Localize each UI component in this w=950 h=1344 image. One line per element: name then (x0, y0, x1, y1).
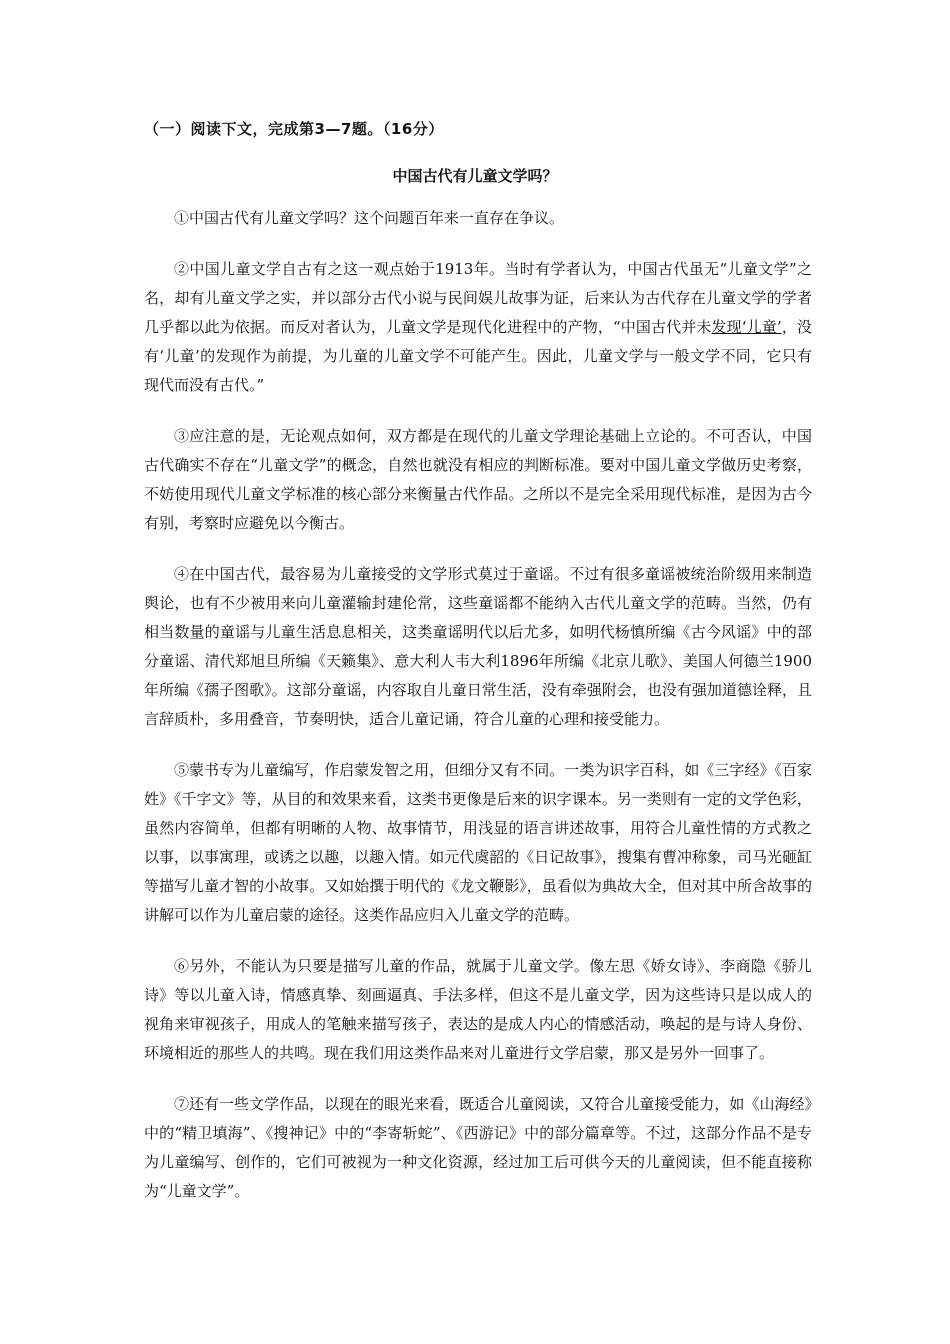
article-title: 中国古代有儿童文学吗？ (392, 167, 558, 185)
paragraph-2-tail: ，没有‘儿童’的发现作为前提，为儿童的儿童文学不可能产生。因此，儿童文学与一般文学不同，它只有现代而没有古代。” (144, 318, 812, 394)
underlined-phrase: 发现‘儿童’ (711, 318, 782, 336)
paragraph-1: ①中国古代有儿童文学吗？这个问题百年来一直存在争议。 (174, 209, 565, 227)
paragraph-2-text: ②中国儿童文学自古有之这一观点始于1913年。当时有学者认为，中国古代虽无“儿童文学”之名，却有儿童文学之实，并以部分古代小说与民间娱儿故事为证，后来认为古代存在儿童文学的学者几乎都以此为依据。而反对者认为，儿童文学是现代化进程中的产物，“中国古代并未 (144, 260, 812, 336)
paragraph-7: ⑦还有一些文学作品，以现在的眼光来看，既适合儿童阅读，又符合儿童接受能力，如《山海经》中的“精卫填海”、《搜神记》中的“李寄斩蛇”、《西游记》中的部分篇章等。不过，这部分作品不是专为儿童编写、创作的，它们可被视为一种文化资源，经过加工后可供今天的儿童阅读，但不能直接称为“儿童文学”。 (144, 1095, 812, 1200)
article-body (144, 204, 812, 1228)
section-heading: （一）阅读下文，完成第3—7题。（16分） (144, 120, 444, 138)
paragraph-6: ⑥另外，不能认为只要是描写儿童的作品，就属于儿童文学。像左思《娇女诗》、李商隐《骄儿诗》等以儿童入诗，情感真挚、刻画逼真、手法多样，但这不是儿童文学，因为这些诗只是以成人的视角来审视孩子，用成人的笔触来描写孩子，表达的是成人内心的情感活动，唤起的是与诗人身份、环境相近的那些人的共鸣。现在我们用这类作品来对儿童进行文学启蒙，那又是另外一回事了。 (144, 957, 812, 1062)
paragraph-5: ⑤蒙书专为儿童编写，作启蒙发智之用，但细分又有不同。一类为识字百科，如《三字经》《百家姓》《千字文》等，从目的和效果来看，这类书更像是后来的识字课本。另一类则有一定的文学色彩，虽然内容简单，但都有明晰的人物、故事情节，用浅显的语言讲述故事，用符合儿童性情的方式教之以事，以事寓理，或诱之以趣，以趣入情。如元代虞韶的《日记故事》，搜集有曹冲称象，司马光砸缸等描写儿童才智的小故事。又如始撰于明代的《龙文鞭影》，虽看似为典故大全，但对其中所含故事的讲解可以作为儿童启蒙的途径。这类作品应归入儿童文学的范畴。 (144, 761, 812, 924)
paragraph-3: ③应注意的是，无论观点如何，双方都是在现代的儿童文学理论基础上立论的。不可否认，中国古代确实不存在“儿童文学”的概念，自然也就没有相应的判断标准。要对中国儿童文学做历史考察，不妨使用现代儿童文学标准的核心部分来衡量古代作品。之所以不是完全采用现代标准，是因为古今有别，考察时应避免以今衡古。 (144, 427, 812, 532)
paragraph-2 (144, 255, 812, 400)
paragraph-4: ④在中国古代，最容易为儿童接受的文学形式莫过于童谣。不过有很多童谣被统治阶级用来制造舆论，也有不少被用来向儿童灌输封建伦常，这些童谣都不能纳入古代儿童文学的范畴。当然，仍有相当数量的童谣与儿童生活息息相关，这类童谣明代以后尤多，如明代杨慎所编《古今风谣》中的部分童谣、清代郑旭旦所编《天籁集》、意大利人韦大利1896年所编《北京儿歌》、美国人何德兰1900年所编《孺子图歌》。这部分童谣，内容取自儿童日常生活，没有牵强附会，也没有强加道德诠释，且言辞质朴，多用叠音，节奏明快，适合儿童记诵，符合儿童的心理和接受能力。 (144, 565, 812, 728)
